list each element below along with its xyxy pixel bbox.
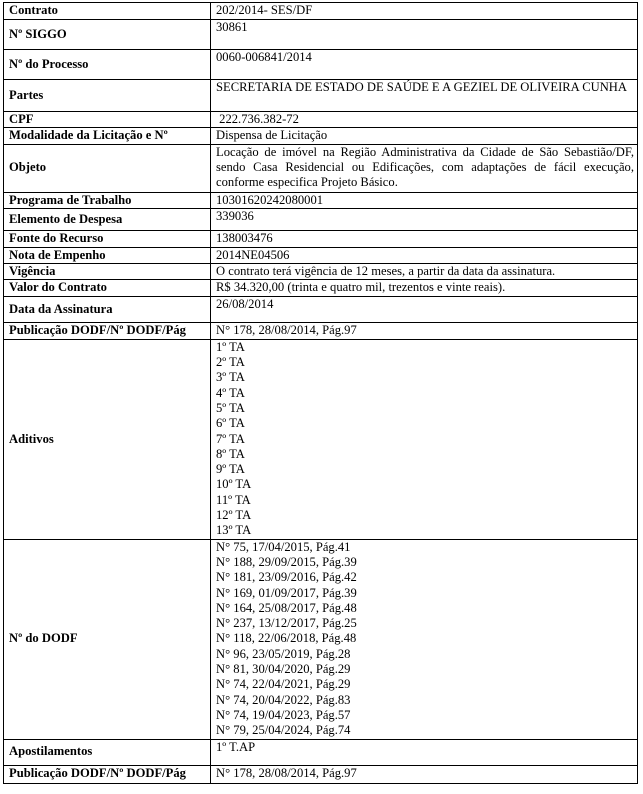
row-apostilamentos	[4, 739, 638, 765]
value-empenho: 2014NE04506	[211, 247, 638, 263]
value-cpf: 222.736.382-72	[211, 112, 638, 128]
value-aditivos	[211, 339, 638, 539]
label-siggo: Nº SIGGO	[4, 20, 211, 50]
value-contrato: 202/2014- SES/DF	[211, 3, 638, 20]
value-elemento: 339036	[211, 208, 638, 230]
dodf-item: N° 188, 29/09/2015, Pág.39	[216, 554, 357, 569]
row-modalidade	[4, 128, 638, 144]
aditivo-item: 11º TA	[216, 492, 251, 507]
label-aditivos: Aditivos	[4, 339, 211, 539]
row-siggo	[4, 20, 638, 50]
value-publicacao: N° 178, 28/08/2014, Pág.97	[211, 322, 638, 339]
label-dodf: Nº do DODF	[4, 539, 211, 739]
row-publicacao-final	[4, 765, 638, 783]
aditivo-item: 4º TA	[216, 385, 245, 400]
row-vigencia	[4, 264, 638, 280]
dodf-item: N° 118, 22/06/2018, Pág.48	[216, 631, 357, 646]
value-siggo: 30861	[211, 20, 638, 50]
row-cpf	[4, 112, 638, 128]
dodf-item: N° 81, 30/04/2020, Pág.29	[216, 662, 351, 677]
label-objeto: Objeto	[4, 144, 211, 192]
aditivo-item: 9º TA	[216, 462, 245, 477]
aditivo-item: 12º TA	[216, 508, 252, 523]
row-valor	[4, 280, 638, 296]
label-contrato: Contrato	[4, 3, 211, 20]
value-dodf	[211, 539, 638, 739]
label-vigencia: Vigência	[4, 264, 211, 280]
row-contrato	[4, 3, 638, 20]
aditivo-item: 3º TA	[216, 370, 245, 385]
aditivo-item: 10º TA	[216, 477, 252, 492]
label-fonte: Fonte do Recurso	[4, 230, 211, 247]
value-partes: SECRETARIA DE ESTADO DE SAÚDE E A GEZIEL DE OLIVEIRA CUNHA	[211, 80, 638, 112]
row-fonte	[4, 230, 638, 247]
row-elemento	[4, 208, 638, 230]
aditivo-item: 8º TA	[216, 446, 245, 461]
row-data-assinatura	[4, 296, 638, 322]
row-dodf	[4, 539, 638, 739]
dodf-item: N° 164, 25/08/2017, Pág.48	[216, 600, 357, 615]
value-publicacao-final: N° 178, 28/08/2014, Pág.97	[211, 765, 638, 783]
row-empenho	[4, 247, 638, 263]
row-partes	[4, 80, 638, 112]
label-programa: Programa de Trabalho	[4, 192, 211, 208]
value-modalidade: Dispensa de Licitação	[211, 128, 638, 144]
label-elemento: Elemento de Despesa	[4, 208, 211, 230]
dodf-item: N° 181, 23/09/2016, Pág.42	[216, 570, 357, 585]
label-publicacao: Publicação DODF/Nº DODF/Pág	[4, 322, 211, 339]
aditivo-item: 6º TA	[216, 416, 245, 431]
aditivo-item: 13º TA	[216, 523, 252, 538]
row-aditivos	[4, 339, 638, 539]
label-modalidade: Modalidade da Licitação e Nº	[4, 128, 211, 144]
dodf-item: N° 169, 01/09/2017, Pág.39	[216, 585, 357, 600]
dodf-item: N° 74, 20/04/2022, Pág.83	[216, 692, 351, 707]
dodf-item: N° 96, 23/05/2019, Pág.28	[216, 646, 351, 661]
aditivo-item: 2º TA	[216, 355, 245, 370]
label-publicacao-final: Publicação DODF/Nº DODF/Pág	[4, 765, 211, 783]
dodf-item: N° 237, 13/12/2017, Pág.25	[216, 616, 357, 631]
row-publicacao	[4, 322, 638, 339]
aditivo-item: 5º TA	[216, 400, 245, 415]
value-valor: R$ 34.320,00 (trinta e quatro mil, trezentos e vinte reais).	[211, 280, 638, 296]
label-empenho: Nota de Empenho	[4, 247, 211, 263]
value-processo: 0060-006841/2014	[211, 50, 638, 80]
label-processo: Nº do Processo	[4, 50, 211, 80]
value-apostilamentos: 1º T.AP	[211, 739, 638, 765]
row-processo	[4, 50, 638, 80]
value-programa: 10301620242080001	[211, 192, 638, 208]
dodf-item: N° 75, 17/04/2015, Pág.41	[216, 539, 351, 554]
label-apostilamentos: Apostilamentos	[4, 739, 211, 765]
contract-table	[3, 2, 638, 784]
dodf-item: N° 74, 19/04/2023, Pág.57	[216, 707, 351, 722]
value-fonte: 138003476	[211, 230, 638, 247]
dodf-item: N° 79, 25/04/2024, Pág.74	[216, 723, 351, 738]
dodf-item: N° 74, 22/04/2021, Pág.29	[216, 677, 351, 692]
value-objeto: Locação de imóvel na Região Administrativa da Cidade de São Sebastião/DF, sendo Casa Residencial ou Edificações, com adaptações de fácil execução, conforme especifica Projeto Básico.	[211, 144, 638, 192]
aditivo-item: 7º TA	[216, 431, 245, 446]
aditivo-item: 1º TA	[216, 339, 245, 354]
value-data-assinatura: 26/08/2014	[211, 296, 638, 322]
label-partes: Partes	[4, 80, 211, 112]
row-objeto	[4, 144, 638, 192]
value-vigencia: O contrato terá vigência de 12 meses, a partir da data da assinatura.	[211, 264, 638, 280]
label-valor: Valor do Contrato	[4, 280, 211, 296]
label-data-assinatura: Data da Assinatura	[4, 296, 211, 322]
label-cpf: CPF	[4, 112, 211, 128]
row-programa	[4, 192, 638, 208]
